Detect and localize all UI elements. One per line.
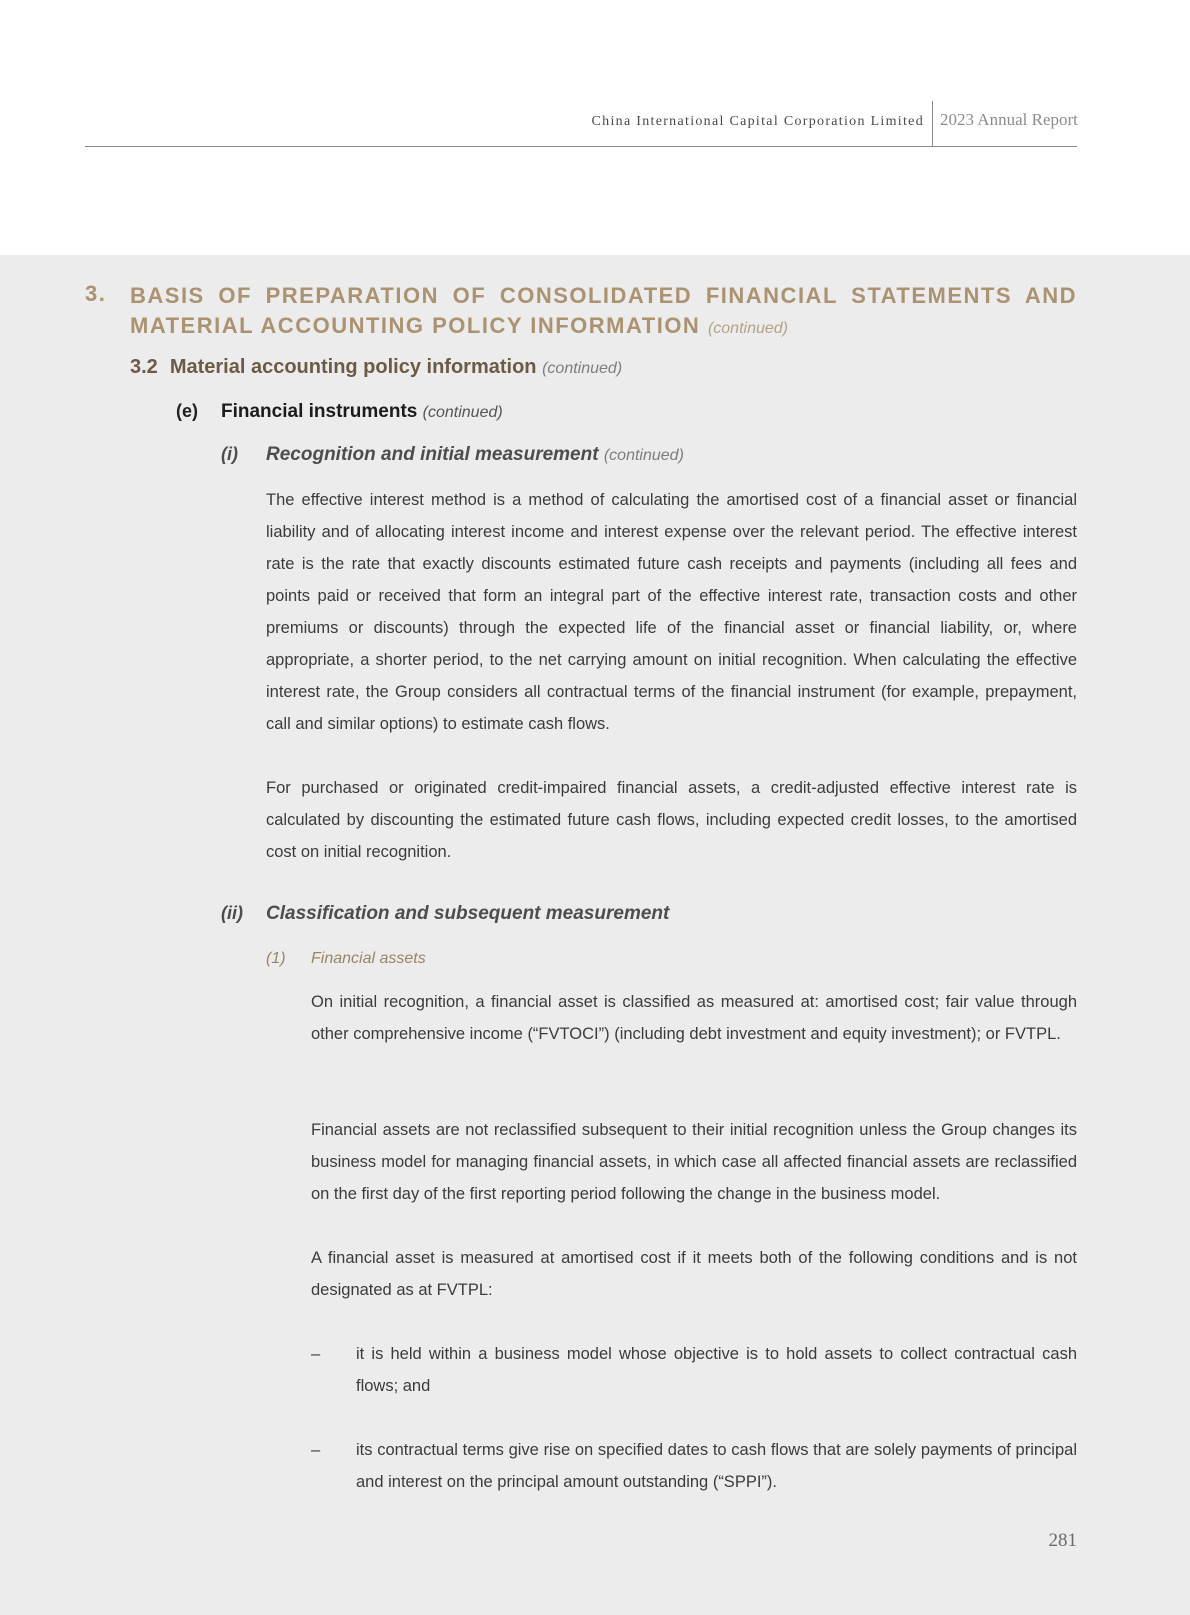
item-ii-title: Classification and subsequent measurement [266, 903, 670, 924]
bullet-dash: – [311, 1345, 321, 1363]
item-i-title: Recognition and initial measurement [266, 444, 599, 465]
sub1-title: Financial assets [311, 950, 426, 967]
page-number: 281 [1048, 1530, 1077, 1551]
item-i-continued: (continued) [603, 447, 684, 464]
bullet-item: its contractual terms give rise on specified dates to cash flows that are solely payments of principal and interest on the principal amount outstanding (“SPPI”). [356, 1441, 1077, 1491]
item-ii-label: (ii) [221, 903, 243, 923]
header-rule [85, 146, 1077, 147]
item-e-continued: (continued) [422, 404, 503, 421]
sub1-paragraph: Financial assets are not reclassified subsequent to their initial recognition unless the Group changes its business model for managing financial assets, in which case all affected financial assets are reclassified on the first day of the first reporting period following the change in the business model. [311, 1121, 1077, 1203]
item-i-paragraph: For purchased or originated credit-impaired financial assets, a credit-adjusted effective interest rate is calculated by discounting the estimated future cash flows, including expected credit losses, to the amortised cost on initial recognition. [266, 779, 1077, 861]
subsection-number: 3.2 [130, 356, 158, 378]
header-report-title: 2023 Annual Report [940, 110, 1078, 129]
header-company-name: China International Capital Corporation Limited [591, 114, 924, 129]
subsection-continued: (continued) [542, 360, 623, 377]
item-e-label: (e) [176, 401, 198, 421]
header-divider [932, 101, 933, 147]
item-e-heading [221, 401, 503, 423]
section-title: BASIS OF PREPARATION OF CONSOLIDATED FINANCIAL STATEMENTS AND MATERIAL ACCOUNTING POLICY INFORMATION [130, 283, 1077, 338]
bullet-item: it is held within a business model whose objective is to hold assets to collect contractual cash flows; and [356, 1345, 1077, 1395]
item-e-title: Financial instruments [221, 401, 418, 422]
section-continued: (continued) [707, 320, 788, 337]
section-heading [130, 281, 1077, 344]
sub1-label: (1) [266, 950, 286, 967]
page-header [0, 0, 1190, 255]
bullet-dash: – [311, 1441, 321, 1459]
section-number: 3. [85, 281, 107, 306]
item-i-paragraph: The effective interest method is a method of calculating the amortised cost of a financial asset or financial liability and of allocating interest income and interest expense over the relevant period. The effective interest rate is the rate that exactly discounts estimated future cash receipts and payments (including all fees and points paid or received that form an integral part of the effective interest rate, transaction costs and other premiums or discounts) through the expected life of the financial asset or financial liability, or, where appropriate, a shorter period, to the net carrying amount on initial recognition. When calculating the effective interest rate, the Group considers all contractual terms of the financial instrument (for example, prepayment, call and similar options) to estimate cash flows. [266, 491, 1077, 733]
item-i-label: (i) [221, 444, 238, 464]
sub1-paragraph: A financial asset is measured at amortised cost if it meets both of the following conditions and is not designated as at FVTPL: [311, 1249, 1077, 1299]
sub1-paragraph: On initial recognition, a financial asset is classified as measured at: amortised cost; fair value through other comprehensive income (“FVTOCI”) (including debt investment and equity investment); or FVTPL. [311, 993, 1077, 1043]
subsection-title: Material accounting policy information [169, 356, 537, 378]
subsection-heading [130, 356, 622, 379]
item-i-heading [266, 444, 684, 466]
